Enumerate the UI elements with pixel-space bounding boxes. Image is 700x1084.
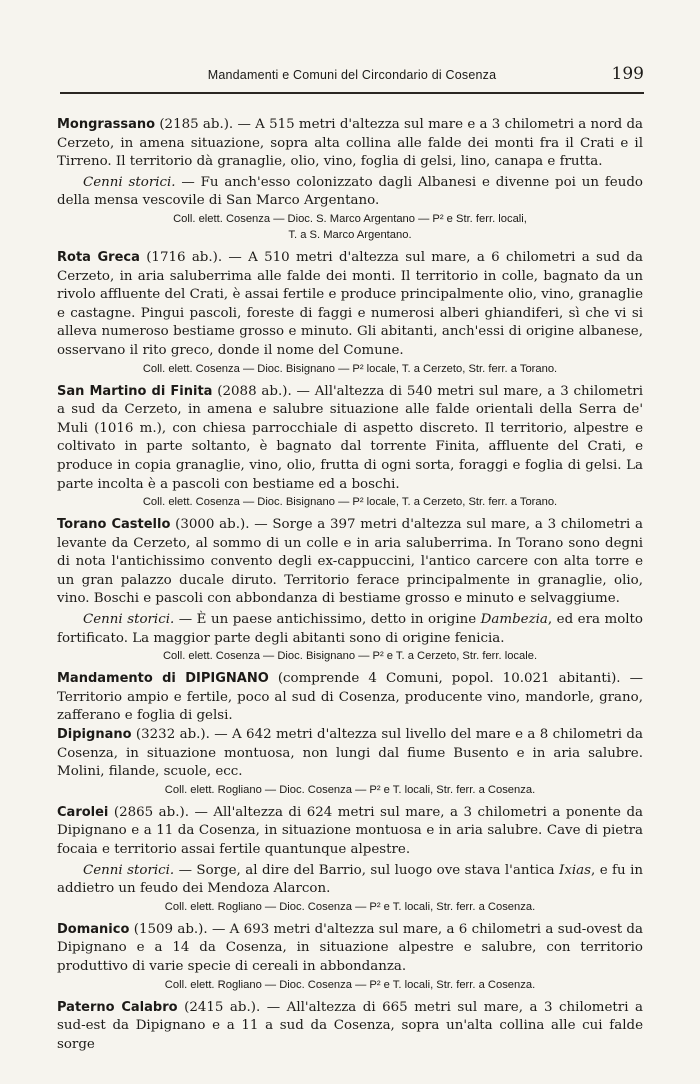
historic-name: Dambezia xyxy=(480,612,548,628)
entry-population: (3232 ab.). xyxy=(135,727,210,743)
entry-torano-castello xyxy=(57,516,643,664)
entry-text: — Sorge a 397 metri d'altezza sul mare, a 3 chilometri a levante da Cerzeto, al sommo di un colle e in aria saluberrima. In Torano sono degni di nota l'antichissimo convento degli ex-cappuccini, l'antico carcere con alta torre e un gran palazzo ducale diruto. Territorio ferace principalmente in granaglie, olio, vino. Boschi e pascoli con abbondanza di bestiame grosso e minuto e selvaggiume. xyxy=(57,517,643,607)
entry-name: Mongrassano xyxy=(57,117,156,132)
entry-text: — A 693 metri d'altezza sul mare, a 6 chilometri a sud-ovest da Dipignano e a 14 da Cosenza, in situazione alpestre e salubre, con territorio produttivo di varie specie di cereali in abbondanza. xyxy=(57,921,643,974)
entry-population: (2415 ab.). xyxy=(184,999,261,1015)
entry-name: San Martino di Finita xyxy=(57,383,213,399)
entry-text: — All'altezza di 540 metri sul mare, a 3 chilometri a sud da Cerzeto, in amena e salubre situazione alle falde orientali della Serra de' Muli (1016 m.), con chiesa parrocchiale di aspetto discreto. Il territorio, alpestre e coltivato in parte soltanto, è bagnato dal torrente Finita, affluente del Crati, e produce in copia granaglie, vino, olio, frutta di ogni sorta, foraggi e foglia di gelsi. La parte incolta è a pascoli con bestiame ed a boschi. xyxy=(57,383,643,492)
coll-elett-line: Coll. elett. Cosenza — Dioc. Bisignano — P² locale, T. a Cerzeto, Str. ferr. a Torano. xyxy=(142,362,558,375)
cenni-storici-label: Cenni storici. xyxy=(83,862,175,878)
entry-text: — A 642 metri d'altezza sul livello del mare e a 8 chilometri da Cosenza, in situazione montuosa, non lungi dal fiume Busento e in aria salubre. Molini, filande, scuole, ecc. xyxy=(57,727,643,780)
entry-san-martino-di-finita xyxy=(57,383,643,511)
entry-population: (2865 ab.). xyxy=(113,804,189,820)
entry-name: Carolei xyxy=(57,804,109,820)
coll-elett-line: Coll. elett. Cosenza — Dioc. Bisignano — P² locale, T. a Cerzeto, Str. ferr. a Torano. xyxy=(142,496,558,509)
running-header xyxy=(60,64,644,94)
header-title: Mandamenti e Comuni del Circondario di Cosenza xyxy=(207,68,497,82)
entry-domanico xyxy=(57,921,643,993)
entry-rota-greca xyxy=(57,249,643,377)
cenni-storici-text-end: , e fu in addietro un feudo dei Mendoza Alarcon. xyxy=(57,862,643,897)
entry-name: Rota Greca xyxy=(57,249,140,265)
entry-paterno-calabro xyxy=(57,999,643,1055)
entry-text: — All'altezza di 624 metri sul mare, a 3 chilometri a ponente da Dipignano e a 11 da Cosenza, in situazione montuosa e in aria salubre. Cave di pietra focaia e territorio assai fertile quantunque alpestre. xyxy=(57,804,644,857)
cenni-storici-text-end: , ed era molto fortificato. La maggior parte degli abitanti sono di origine fenicia. xyxy=(57,612,643,646)
entry-carolei xyxy=(57,804,643,915)
page-number: 199 xyxy=(611,64,644,84)
entry-text: — All'altezza di 665 metri sul mare, a 3 chilometri a sud-est da Dipignano e a 11 a sud da Cosenza, sopra un'alta collina alle cui falde sorge xyxy=(57,999,643,1052)
coll-elett-line-2: T. a S. Marco Argentano. xyxy=(288,228,412,241)
cenni-storici-text: — Fu anch'esso colonizzato dagli Albanesi e divenne poi un feudo della mensa vescovile di San Marco Argentano. xyxy=(57,174,643,209)
entry-population: (2185 ab.). xyxy=(159,117,234,132)
coll-elett-line: Coll. elett. Rogliano — Dioc. Cosenza — P² e T. locali, Str. ferr. a Cosenza. xyxy=(164,783,536,796)
cenni-storici-label: Cenni storici. xyxy=(83,612,175,628)
coll-elett-line: Coll. elett. Cosenza — Dioc. Bisignano — P² e T. a Cerzeto, Str. ferr. locale. xyxy=(162,650,538,663)
entry-name: Dipignano xyxy=(57,727,132,743)
entry-population: (2088 ab.). xyxy=(217,383,292,399)
entry-name: Domanico xyxy=(57,921,130,937)
entry-text: — A 515 metri d'altezza sul mare e a 3 chilometri a nord da Cerzeto, in amena situazione, sopra alta collina alle falde dei monti fra il Crati e il Tirreno. Il territorio dà granaglie, olio, vino, foglia di gelsi, lino, canapa e frutta. xyxy=(57,117,644,170)
page-body xyxy=(57,116,643,1054)
entry-name: Paterno Calabro xyxy=(57,999,178,1015)
coll-elett-line: Coll. elett. Cosenza — Dioc. S. Marco Argentano — P² e Str. ferr. locali, xyxy=(173,212,527,225)
entry-text: — Territorio ampio e fertile, poco al sud di Cosenza, producente vino, mandorle, grano, zafferano e foglia di gelsi. xyxy=(57,671,644,724)
entry-population: (1509 ab.). xyxy=(133,921,208,937)
cenni-storici-text: — Sorge, al dire del Barrio, sul luogo ove stava l'antica xyxy=(174,862,560,878)
coll-elett-line: Coll. elett. Rogliano — Dioc. Cosenza — P² e T. locali, Str. ferr. a Cosenza. xyxy=(164,900,536,913)
cenni-storici-text: — È un paese antichissimo, detto in origine xyxy=(174,612,481,628)
entry-mandamento-dipignano xyxy=(57,670,643,726)
entry-text: — A 510 metri d'altezza sul mare, a 6 chilometri a sud da Cerzeto, in aria saluberrima alle falde dei monti. Il territorio in colle, bagnato da un rivolo affluente del Crati, è assai fertile e produce principalmente olio, vino, granaglie e castagne. Pingui pascoli, foreste di faggi e numerosi alberi ghiandiferi, sì che vi si alleva numeroso bestiame grosso e minuto. Gli abitanti, anch'essi di origine albanese, osservano il rito greco, donde il nome del Comune. xyxy=(57,249,643,358)
entry-mongrassano xyxy=(57,116,643,243)
coll-elett-line: Coll. elett. Rogliano — Dioc. Cosenza — P² e T. locali, Str. ferr. a Cosenza. xyxy=(164,978,536,991)
entry-dipignano xyxy=(57,726,643,798)
mandamento-name: Mandamento di DIPIGNANO xyxy=(57,671,269,687)
entry-name: Torano Castello xyxy=(57,517,171,533)
entry-population: (1716 ab.). xyxy=(146,249,223,265)
cenni-storici-label: Cenni storici. xyxy=(83,174,176,190)
mandamento-population: (comprende 4 Comuni, popol. 10.021 abitanti). xyxy=(277,671,621,687)
entry-population: (3000 ab.). xyxy=(175,517,250,533)
historic-name: Ixias xyxy=(559,862,592,878)
